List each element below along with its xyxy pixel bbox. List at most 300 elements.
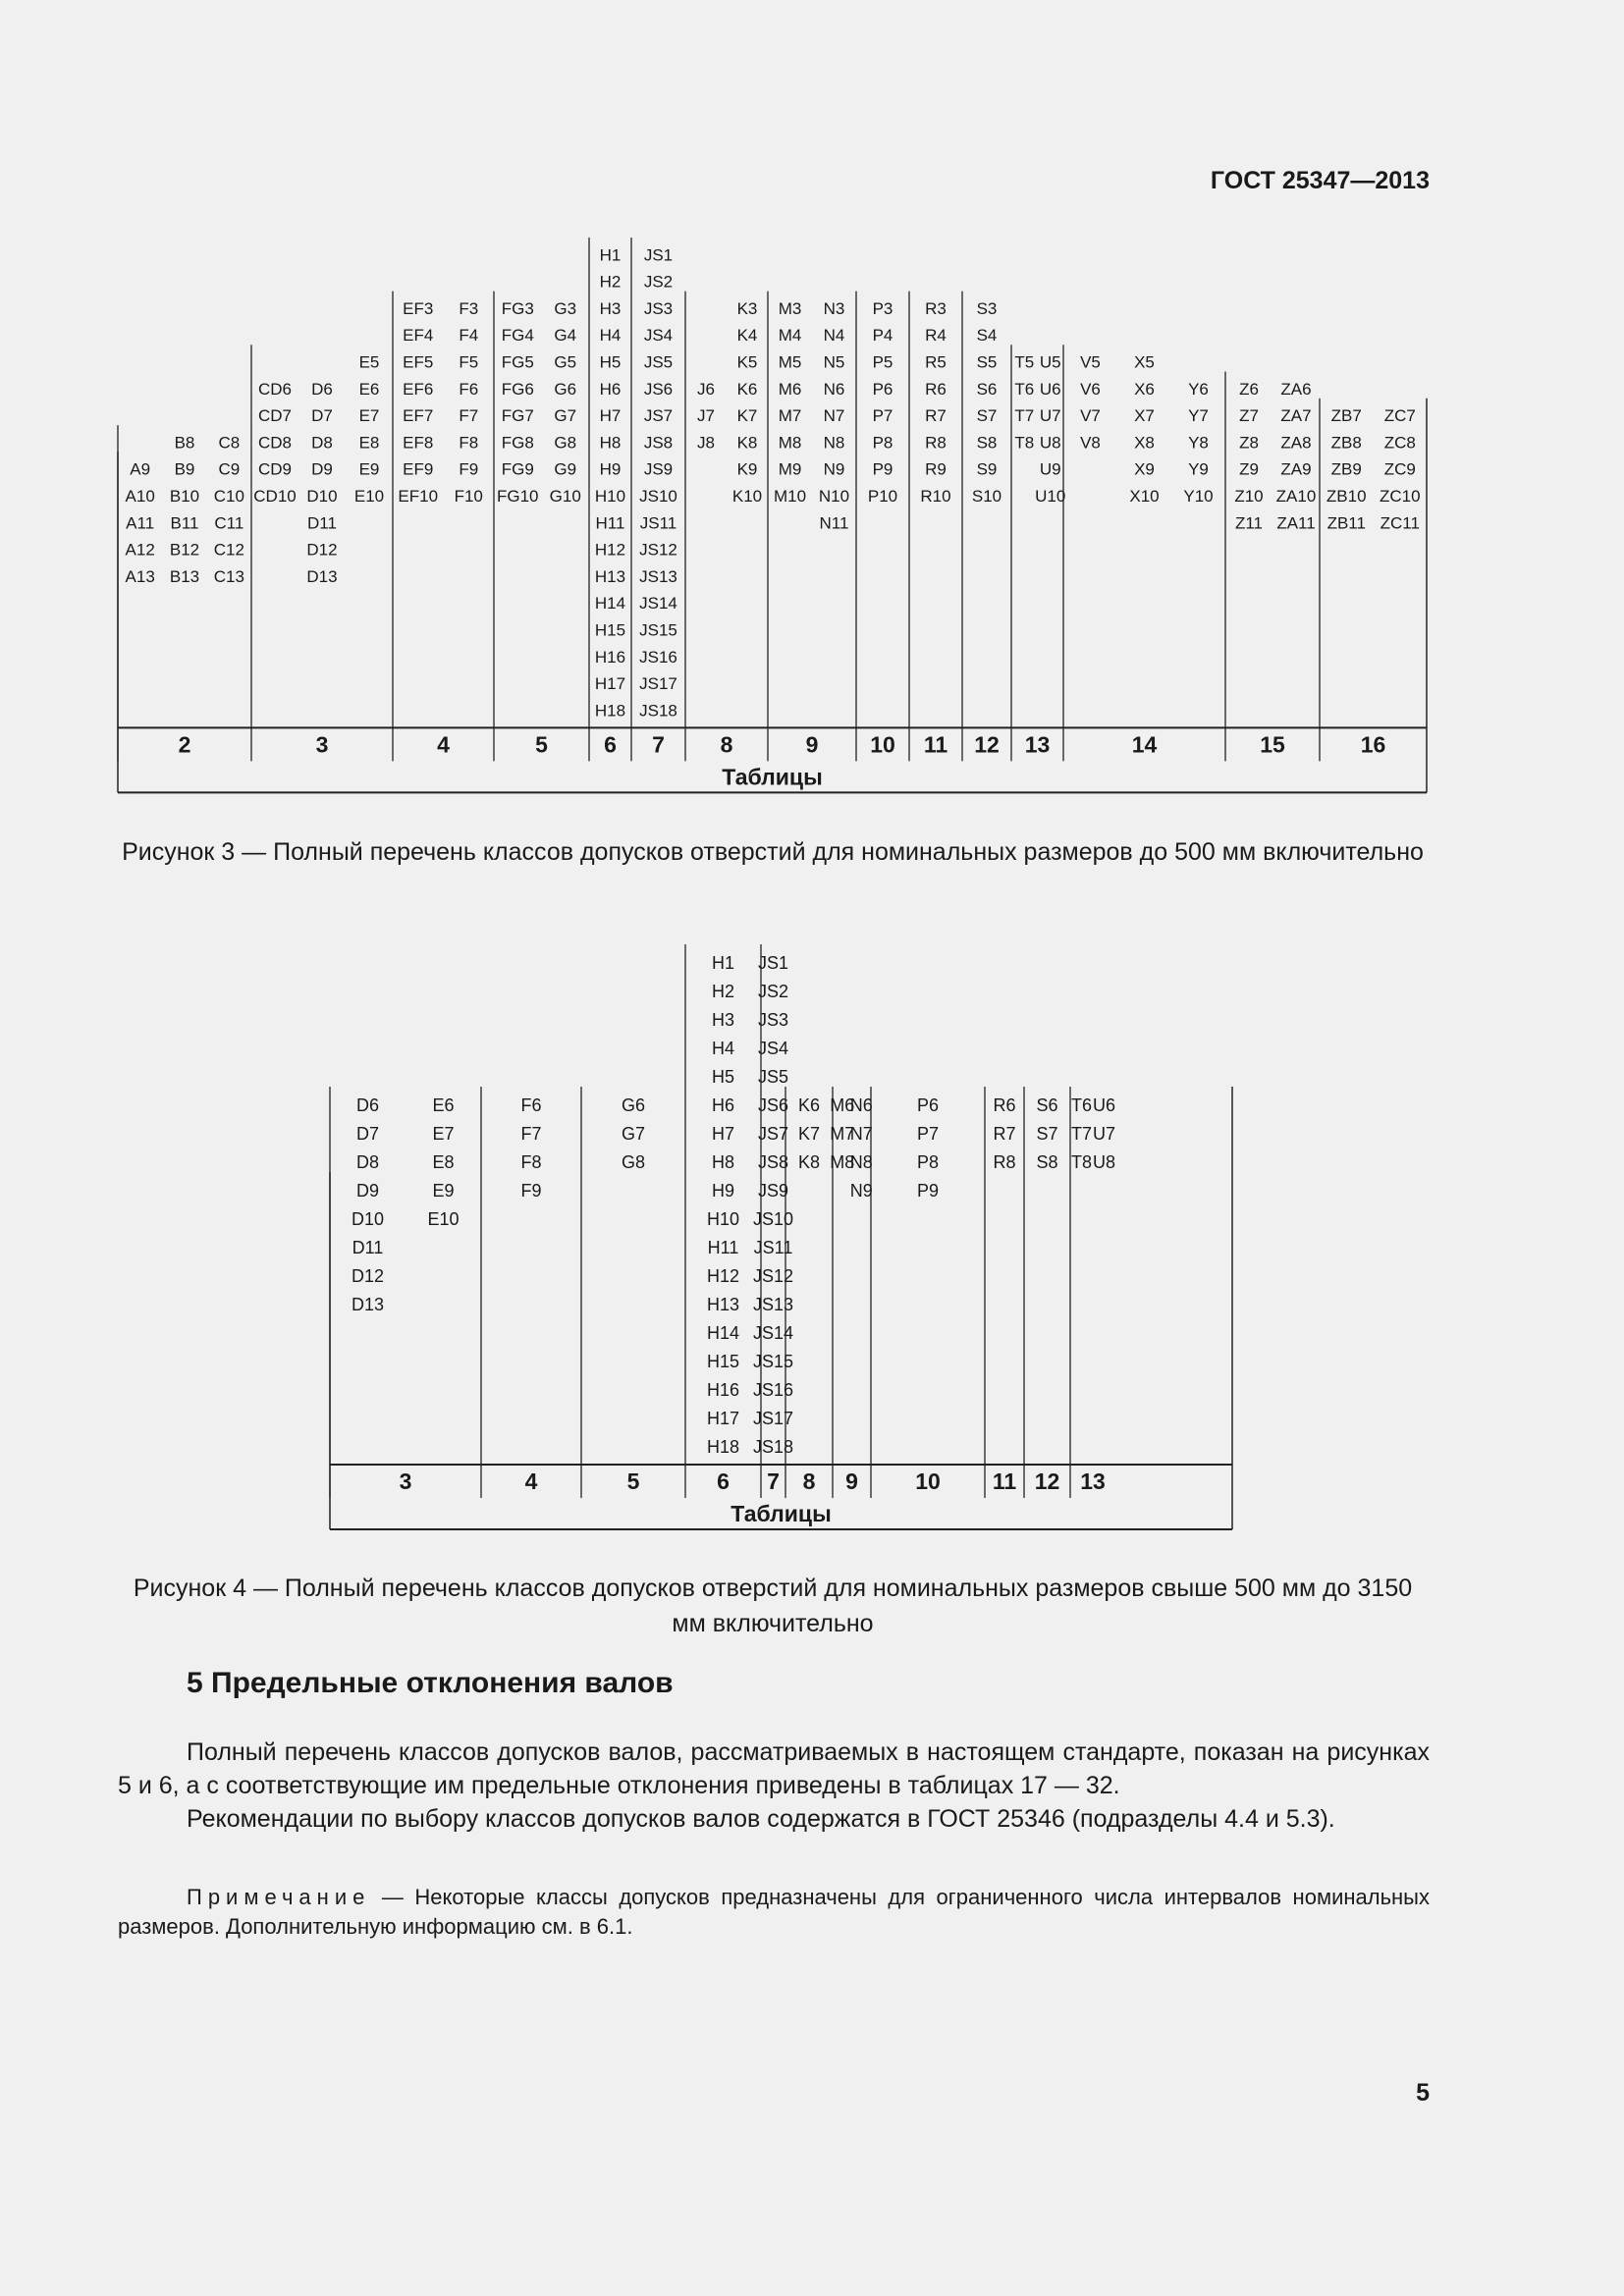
tolerance-class-label: D13 xyxy=(306,566,338,586)
tolerance-class-label: JS8 xyxy=(757,1152,789,1172)
tolerance-class-label: R6 xyxy=(993,1095,1016,1115)
tolerance-class-label: H4 xyxy=(711,1039,735,1058)
tolerance-class-label: G6 xyxy=(554,379,577,399)
tolerance-class-label: JS2 xyxy=(757,982,789,1001)
tolerance-class-label: ZA8 xyxy=(1280,433,1312,453)
table-number: 10 xyxy=(870,731,895,758)
tolerance-class-label: D10 xyxy=(351,1209,385,1229)
tolerance-class-label: F8 xyxy=(459,433,479,453)
tolerance-class-label: H14 xyxy=(706,1323,740,1343)
tolerance-class-label: JS16 xyxy=(752,1380,794,1400)
tolerance-class-label: X5 xyxy=(1134,352,1155,372)
tolerance-class-label: R4 xyxy=(925,326,947,346)
tolerance-class-label: T7 xyxy=(1014,406,1035,426)
tolerance-class-label: H2 xyxy=(711,982,735,1001)
tolerance-class-label: C9 xyxy=(218,459,241,479)
tolerance-class-label: D6 xyxy=(311,379,333,399)
tolerance-class-label: X9 xyxy=(1134,459,1155,479)
tolerance-class-label: Y10 xyxy=(1183,487,1214,506)
tolerance-class-label: ZB9 xyxy=(1330,459,1362,479)
tolerance-class-label: Y6 xyxy=(1188,379,1209,399)
tolerance-class-label: K7 xyxy=(797,1124,821,1144)
tolerance-class-label: H9 xyxy=(711,1181,735,1201)
tolerance-class-label: CD8 xyxy=(257,433,293,453)
tolerance-class-label: N3 xyxy=(823,298,845,318)
tolerance-class-label: JS3 xyxy=(643,298,674,318)
tolerance-class-label: S3 xyxy=(976,298,998,318)
table-number: 16 xyxy=(1360,731,1386,758)
tolerance-class-label: JS1 xyxy=(757,953,789,973)
page-number: 5 xyxy=(1416,2079,1430,2107)
tolerance-class-label: ZB7 xyxy=(1330,406,1362,426)
tolerance-class-label: JS5 xyxy=(643,352,674,372)
tolerance-class-label: M9 xyxy=(778,459,802,479)
tolerance-class-label: D8 xyxy=(311,433,333,453)
tolerance-class-label: U10 xyxy=(1035,487,1066,506)
tolerance-class-label: H7 xyxy=(711,1124,735,1144)
tolerance-class-label: JS10 xyxy=(752,1209,794,1229)
tolerance-class-label: R7 xyxy=(925,406,947,426)
tolerance-class-label: B13 xyxy=(169,566,200,586)
tolerance-class-label: N5 xyxy=(823,352,845,372)
tolerance-class-label: H4 xyxy=(599,326,622,346)
section-title: 5 Предельные отклонения валов xyxy=(187,1667,674,1699)
tolerance-class-label: K6 xyxy=(736,379,758,399)
tolerance-class-label: X6 xyxy=(1134,379,1155,399)
tolerance-class-label: F10 xyxy=(454,487,483,506)
tolerance-class-label: H17 xyxy=(594,674,626,694)
table-number: 9 xyxy=(845,1468,858,1494)
tolerance-class-label: F9 xyxy=(459,459,479,479)
table-number: 5 xyxy=(626,1468,640,1494)
tolerance-class-label: K10 xyxy=(731,487,763,506)
tolerance-class-label: E10 xyxy=(353,487,385,506)
tolerance-class-label: D11 xyxy=(352,1238,384,1257)
tolerance-class-label: T8 xyxy=(1070,1152,1093,1172)
tolerance-class-label: J6 xyxy=(697,379,715,399)
tolerance-class-label: E8 xyxy=(432,1152,455,1172)
tolerance-class-label: FG4 xyxy=(501,326,534,346)
tolerance-class-label: FG10 xyxy=(496,487,539,506)
tolerance-class-label: S9 xyxy=(976,459,998,479)
tolerance-class-label: H10 xyxy=(594,487,626,506)
tolerance-class-label: H2 xyxy=(599,272,622,292)
tolerance-class-label: R6 xyxy=(925,379,947,399)
tolerance-class-label: ZC9 xyxy=(1383,459,1416,479)
tolerance-class-label: JS9 xyxy=(643,459,674,479)
tolerance-class-label: H1 xyxy=(711,953,735,973)
tolerance-class-label: B12 xyxy=(169,540,200,560)
tolerance-class-label: ZC8 xyxy=(1383,433,1416,453)
tolerance-class-label: N8 xyxy=(823,433,845,453)
tolerance-class-label: R8 xyxy=(925,433,947,453)
tolerance-class-label: K9 xyxy=(736,459,758,479)
tolerance-class-label: H16 xyxy=(594,647,626,667)
note-label: Примечание xyxy=(187,1885,371,1909)
tolerance-class-label: C12 xyxy=(213,540,244,560)
tolerance-class-label: CD6 xyxy=(257,379,293,399)
tolerance-class-label: H11 xyxy=(595,513,625,533)
note xyxy=(118,1883,1430,1942)
tolerance-class-label: M8 xyxy=(778,433,802,453)
tolerance-class-label: U9 xyxy=(1039,459,1061,479)
tolerance-class-label: P10 xyxy=(867,487,898,506)
tolerance-class-label: P6 xyxy=(916,1095,940,1115)
tolerance-class-label: JS8 xyxy=(643,433,674,453)
tolerance-class-label: D7 xyxy=(311,406,333,426)
table-number: 6 xyxy=(717,1468,730,1494)
tolerance-class-label: T6 xyxy=(1070,1095,1093,1115)
tolerance-class-label: JS11 xyxy=(639,513,677,533)
tolerance-class-label: M6 xyxy=(830,1095,855,1115)
tolerance-class-label: M3 xyxy=(778,298,802,318)
tolerance-class-label: S4 xyxy=(976,326,998,346)
table-number: 11 xyxy=(992,1468,1017,1494)
tolerance-class-label: JS18 xyxy=(639,701,677,721)
tolerance-class-label: K5 xyxy=(736,352,758,372)
tolerance-class-label: FG5 xyxy=(501,352,534,372)
tolerance-class-label: R7 xyxy=(993,1124,1016,1144)
tolerance-class-label: E6 xyxy=(358,379,380,399)
tolerance-class-label: A9 xyxy=(130,459,151,479)
tolerance-class-label: H1 xyxy=(599,245,622,265)
tolerance-class-label: JS13 xyxy=(639,566,677,586)
tolerance-class-label: EF7 xyxy=(403,406,434,426)
table-number: 4 xyxy=(524,1468,538,1494)
tolerance-class-label: M5 xyxy=(778,352,802,372)
tolerance-class-label: JS12 xyxy=(639,540,677,560)
tolerance-class-label: JS16 xyxy=(639,647,677,667)
tolerance-class-label: G6 xyxy=(621,1095,646,1115)
paragraph: Рекомендации по выбору классов допусков валов содержатся в ГОСТ 25346 (подразделы 4.4 и 5.3). xyxy=(187,1805,1335,1833)
tolerance-class-label: S5 xyxy=(976,352,998,372)
tolerance-class-label: G4 xyxy=(554,326,577,346)
tolerance-class-label: B9 xyxy=(174,459,195,479)
tolerance-class-label: D7 xyxy=(355,1124,380,1144)
tolerance-class-label: G5 xyxy=(554,352,577,372)
tolerance-class-label: D11 xyxy=(307,513,337,533)
tolerance-class-label: JS11 xyxy=(753,1238,793,1257)
tolerance-class-label: D10 xyxy=(306,487,338,506)
tolerance-class-label: M7 xyxy=(778,406,802,426)
tolerance-class-label: H11 xyxy=(707,1238,739,1257)
tolerance-class-label: H5 xyxy=(711,1067,735,1087)
table-number: 9 xyxy=(805,731,819,758)
tolerance-class-label: ZB8 xyxy=(1330,433,1362,453)
tolerance-class-label: H18 xyxy=(706,1437,740,1457)
tolerance-class-label: D9 xyxy=(355,1181,380,1201)
tolerance-class-label: H3 xyxy=(711,1010,735,1030)
tolerance-class-label: U5 xyxy=(1039,352,1061,372)
tolerance-class-label: G7 xyxy=(554,406,577,426)
tolerance-class-label: P9 xyxy=(872,459,893,479)
tolerance-class-label: H9 xyxy=(599,459,622,479)
tolerance-class-label: ZA11 xyxy=(1276,513,1316,533)
tolerance-class-label: N7 xyxy=(849,1124,873,1144)
document-code: ГОСТ 25347—2013 xyxy=(1210,167,1430,194)
tolerance-class-label: JS6 xyxy=(757,1095,789,1115)
tolerance-class-label: F5 xyxy=(459,352,479,372)
tolerance-class-label: K8 xyxy=(736,433,758,453)
tolerance-class-label: H17 xyxy=(706,1409,740,1428)
tolerance-class-label: D12 xyxy=(306,540,338,560)
tolerance-class-label: P7 xyxy=(872,406,893,426)
tolerance-class-label: B8 xyxy=(174,433,195,453)
tolerance-class-label: Z11 xyxy=(1234,513,1264,533)
figure-4-diagram xyxy=(0,942,1624,1531)
tolerance-class-label: JS7 xyxy=(757,1124,789,1144)
tolerance-class-label: U7 xyxy=(1039,406,1061,426)
tolerance-class-label: Z6 xyxy=(1239,379,1259,399)
table-number: 6 xyxy=(604,731,617,758)
tolerance-class-label: P4 xyxy=(872,326,893,346)
tolerance-class-label: H7 xyxy=(599,406,622,426)
tolerance-class-label: M6 xyxy=(778,379,802,399)
tolerance-class-label: A11 xyxy=(126,513,155,533)
tolerance-class-label: U7 xyxy=(1092,1124,1116,1144)
tolerance-class-label: Y7 xyxy=(1188,406,1209,426)
tolerance-class-label: CD9 xyxy=(257,459,293,479)
figure-3-diagram xyxy=(0,236,1624,805)
tolerance-class-label: V6 xyxy=(1080,379,1101,399)
tolerance-class-label: U6 xyxy=(1092,1095,1116,1115)
table-number: 14 xyxy=(1131,731,1158,758)
tolerance-class-label: EF8 xyxy=(403,433,434,453)
tolerance-class-label: A12 xyxy=(125,540,155,560)
tolerance-class-label: T5 xyxy=(1014,352,1035,372)
tolerance-class-label: N8 xyxy=(849,1152,873,1172)
tolerance-class-label: M4 xyxy=(778,326,802,346)
tolerance-class-label: N7 xyxy=(823,406,845,426)
tolerance-class-label: EF3 xyxy=(403,298,434,318)
tolerance-class-label: FG9 xyxy=(501,459,534,479)
tolerance-class-label: H6 xyxy=(599,379,622,399)
tolerance-class-label: CD10 xyxy=(253,487,297,506)
tolerance-class-label: T7 xyxy=(1070,1124,1093,1144)
table-number: 5 xyxy=(535,731,548,758)
tolerance-class-label: N11 xyxy=(819,513,849,533)
tolerance-class-label: E7 xyxy=(432,1124,455,1144)
tolerance-class-label: P8 xyxy=(872,433,893,453)
tolerance-class-label: H10 xyxy=(706,1209,740,1229)
note-text: — Некоторые классы допусков предназначены для ограниченного числа интервалов номинальных размеров. Дополнительную информацию см. в 6.1. xyxy=(118,1885,1430,1939)
figure-3-caption: Рисунок 3 — Полный перечень классов допусков отверстий для номинальных размеров до 500 мм включительно xyxy=(122,838,1424,866)
tolerance-class-label: S6 xyxy=(1036,1095,1058,1115)
tolerance-class-label: N6 xyxy=(849,1095,873,1115)
tolerance-class-label: ZC10 xyxy=(1379,487,1421,506)
tolerance-class-label: JS9 xyxy=(757,1181,789,1201)
tolerance-class-label: C10 xyxy=(213,487,244,506)
tolerance-class-label: X10 xyxy=(1129,487,1160,506)
tolerance-class-label: K4 xyxy=(736,326,758,346)
tolerance-class-label: B11 xyxy=(170,513,199,533)
tolerance-class-label: J7 xyxy=(697,406,715,426)
tolerance-class-label: R5 xyxy=(925,352,947,372)
tolerance-class-label: JS18 xyxy=(752,1437,794,1457)
tolerance-class-label: R8 xyxy=(993,1152,1016,1172)
table-number: 10 xyxy=(915,1468,941,1494)
tolerance-class-label: S10 xyxy=(971,487,1002,506)
table-number: 3 xyxy=(399,1468,412,1494)
tolerance-class-label: ZB11 xyxy=(1326,513,1366,533)
table-number: 8 xyxy=(720,731,733,758)
tolerance-class-label: C11 xyxy=(214,513,244,533)
tolerance-class-label: Z8 xyxy=(1239,433,1259,453)
tables-label: Таблицы xyxy=(731,1501,832,1526)
tolerance-class-label: F3 xyxy=(459,298,479,318)
tolerance-class-label: H13 xyxy=(594,566,626,586)
tolerance-class-label: E10 xyxy=(427,1209,460,1229)
tolerance-class-label: N4 xyxy=(823,326,845,346)
tolerance-class-label: ZA6 xyxy=(1280,379,1312,399)
table-number: 7 xyxy=(767,1468,780,1494)
figure-4-caption: Рисунок 4 — Полный перечень классов допусков отверстий для номинальных размеров свыше 500 мм до 3150 мм включительно xyxy=(133,1575,1413,1637)
tolerance-class-label: JS4 xyxy=(643,326,674,346)
tolerance-class-label: FG8 xyxy=(501,433,534,453)
table-number: 12 xyxy=(1034,1468,1060,1494)
tolerance-class-label: F6 xyxy=(459,379,479,399)
tolerance-class-label: H5 xyxy=(599,352,622,372)
tolerance-class-label: M8 xyxy=(830,1152,855,1172)
tolerance-class-label: F4 xyxy=(459,326,479,346)
tolerance-class-label: D8 xyxy=(355,1152,380,1172)
tolerance-class-label: C8 xyxy=(218,433,241,453)
tolerance-class-label: H15 xyxy=(706,1352,740,1371)
tolerance-class-label: H15 xyxy=(594,620,626,640)
tolerance-class-label: E5 xyxy=(358,352,380,372)
tolerance-class-label: V8 xyxy=(1080,433,1101,453)
tolerance-class-label: EF6 xyxy=(403,379,434,399)
tolerance-class-label: V5 xyxy=(1080,352,1101,372)
tolerance-class-label: D13 xyxy=(351,1295,385,1314)
tolerance-class-label: H13 xyxy=(706,1295,740,1314)
tolerance-class-label: G7 xyxy=(621,1124,646,1144)
tolerance-class-label: G3 xyxy=(554,298,577,318)
tolerance-class-label: JS7 xyxy=(643,406,674,426)
table-number: 13 xyxy=(1080,1468,1106,1494)
tolerance-class-label: FG3 xyxy=(501,298,534,318)
tolerance-class-label: JS10 xyxy=(639,487,677,506)
tolerance-class-label: P5 xyxy=(872,352,893,372)
tolerance-class-label: N9 xyxy=(849,1181,873,1201)
tolerance-class-label: ZC7 xyxy=(1383,406,1416,426)
tolerance-class-label: P8 xyxy=(916,1152,940,1172)
tolerance-class-label: E9 xyxy=(358,459,380,479)
tolerance-class-label: E7 xyxy=(358,406,380,426)
tolerance-class-label: H16 xyxy=(706,1380,740,1400)
tolerance-class-label: F8 xyxy=(520,1152,542,1172)
tolerance-class-label: Y8 xyxy=(1188,433,1209,453)
tolerance-class-label: A13 xyxy=(125,566,155,586)
tolerance-class-label: F6 xyxy=(520,1095,542,1115)
tolerance-class-label: K8 xyxy=(797,1152,821,1172)
tolerance-class-label: D9 xyxy=(311,459,333,479)
tolerance-class-label: JS2 xyxy=(643,272,674,292)
tolerance-class-label: H14 xyxy=(594,594,626,614)
tolerance-class-label: F7 xyxy=(520,1124,542,1144)
tolerance-class-label: JS5 xyxy=(757,1067,789,1087)
tolerance-class-label: K3 xyxy=(736,298,758,318)
paragraph: Полный перечень классов допусков валов, рассматриваемых в настоящем стандарте, показан на рисунках 5 и 6, а с соответствующие им предельные отклонения приведены в таблицах 17 — 32. xyxy=(118,1738,1430,1799)
tolerance-class-label: V7 xyxy=(1080,406,1101,426)
tolerance-class-label: M7 xyxy=(830,1124,855,1144)
tolerance-class-label: S8 xyxy=(1036,1152,1058,1172)
tolerance-class-label: Z7 xyxy=(1239,406,1259,426)
tolerance-class-label: ZA9 xyxy=(1280,459,1312,479)
tolerance-class-label: Z9 xyxy=(1239,459,1259,479)
tolerance-class-label: ZC11 xyxy=(1380,513,1420,533)
table-number: 4 xyxy=(437,731,450,758)
tolerance-class-label: K7 xyxy=(736,406,758,426)
table-number: 3 xyxy=(315,731,329,758)
tolerance-class-label: G9 xyxy=(554,459,577,479)
tolerance-class-label: E9 xyxy=(432,1181,455,1201)
table-number: 12 xyxy=(974,731,1000,758)
tolerance-class-label: P7 xyxy=(916,1124,940,1144)
tolerance-class-label: JS6 xyxy=(643,379,674,399)
tolerance-class-label: D12 xyxy=(351,1266,385,1286)
tolerance-class-label: T8 xyxy=(1014,433,1035,453)
tolerance-class-label: EF10 xyxy=(398,487,439,506)
tolerance-class-label: ZB10 xyxy=(1326,487,1367,506)
tolerance-class-label: H12 xyxy=(594,540,626,560)
tolerance-class-label: EF4 xyxy=(403,326,434,346)
tolerance-class-label: D6 xyxy=(355,1095,380,1115)
table-number: 15 xyxy=(1260,731,1285,758)
tolerance-class-label: S7 xyxy=(1036,1124,1058,1144)
tolerance-class-label: Z10 xyxy=(1234,487,1264,506)
tolerance-class-label: JS13 xyxy=(752,1295,794,1314)
tolerance-class-label: H6 xyxy=(711,1095,735,1115)
tolerance-class-label: H12 xyxy=(706,1266,740,1286)
tolerance-class-label: JS15 xyxy=(752,1352,794,1371)
tolerance-class-label: ZA7 xyxy=(1280,406,1312,426)
tolerance-class-label: B10 xyxy=(169,487,200,506)
tables-label: Таблицы xyxy=(722,764,823,790)
tolerance-class-label: FG7 xyxy=(501,406,534,426)
tolerance-class-label: JS3 xyxy=(757,1010,789,1030)
tolerance-class-label: G10 xyxy=(549,487,581,506)
tolerance-class-label: R3 xyxy=(925,298,947,318)
tolerance-class-label: J8 xyxy=(697,433,715,453)
table-number: 8 xyxy=(802,1468,816,1494)
table-number: 2 xyxy=(178,731,191,758)
tolerance-class-label: M10 xyxy=(773,487,807,506)
tolerance-class-label: JS14 xyxy=(639,594,677,614)
tolerance-class-label: E8 xyxy=(358,433,380,453)
tolerance-class-label: H8 xyxy=(711,1152,735,1172)
table-number: 11 xyxy=(923,731,948,758)
tolerance-class-label: EF9 xyxy=(403,459,434,479)
tolerance-class-label: N6 xyxy=(823,379,845,399)
tolerance-class-label: R9 xyxy=(925,459,947,479)
tolerance-class-label: FG6 xyxy=(501,379,534,399)
tolerance-class-label: U6 xyxy=(1039,379,1061,399)
tolerance-class-label: S8 xyxy=(976,433,998,453)
tolerance-class-label: P3 xyxy=(872,298,893,318)
tolerance-class-label: JS1 xyxy=(643,245,674,265)
tolerance-class-label: JS12 xyxy=(752,1266,794,1286)
tolerance-class-label: N10 xyxy=(818,487,850,506)
table-number: 13 xyxy=(1024,731,1051,758)
tolerance-class-label: U8 xyxy=(1039,433,1061,453)
tolerance-class-label: X7 xyxy=(1134,406,1155,426)
tolerance-class-label: JS17 xyxy=(752,1409,794,1428)
tolerance-class-label: JS17 xyxy=(639,674,677,694)
tolerance-class-label: A10 xyxy=(125,487,155,506)
tolerance-class-label: P6 xyxy=(872,379,893,399)
tolerance-class-label: EF5 xyxy=(403,352,434,372)
